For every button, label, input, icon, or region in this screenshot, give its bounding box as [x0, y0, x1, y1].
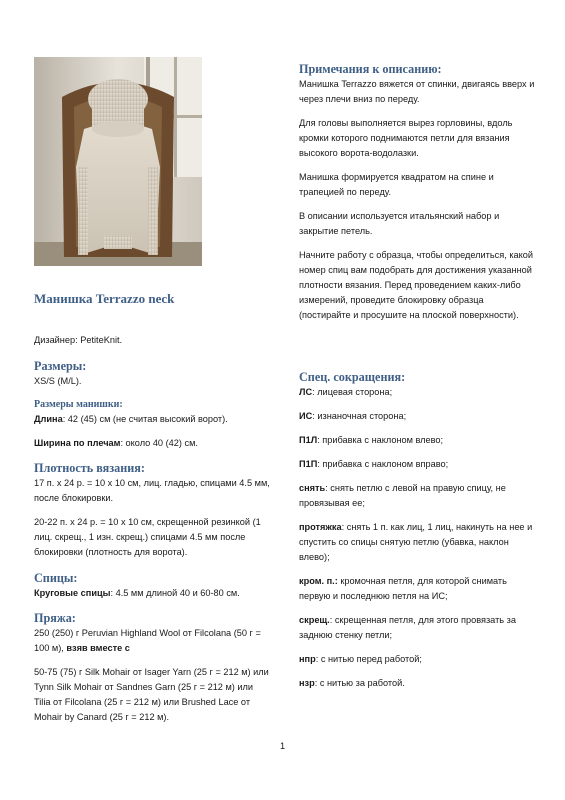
- abbreviation-term: кром. п.:: [299, 576, 338, 586]
- abbreviation-item: [299, 676, 535, 691]
- abbreviation-term: ЛС: [299, 387, 313, 397]
- length-label: Длина: [34, 414, 63, 424]
- yarn-p1-bold: взяв вместе с: [66, 643, 130, 653]
- abbreviation-desc: : с нитью за работой.: [314, 678, 405, 688]
- notes-paragraph: Начните работу с образца, чтобы определиться, какой номер спиц вам подобрать для достижения указанной плотности вязания. Перед проведением каких-либо измерений, проведите блокировку образца (постирайте и просушите на плоской поверхности).: [299, 250, 534, 320]
- sizes-value: XS/S (M/L).: [34, 376, 82, 386]
- gauge-paragraph-2: 20-22 п. х 24 р. = 10 х 10 см, скрещенной резинкой (1 лиц. скрещ., 1 изн. скрещ.) спицами 4.5 мм после блокировки (плотность для ворота).: [34, 517, 261, 557]
- abbreviation-term: протяжка: [299, 522, 342, 532]
- needles-label: Круговые спицы: [34, 588, 111, 598]
- abbreviation-term: нзр: [299, 678, 315, 688]
- abbreviations-heading: Спец. сокращения:: [299, 370, 406, 384]
- gauge-heading: Плотность вязания:: [34, 461, 145, 475]
- garment-photo-image: [34, 57, 202, 266]
- abbreviation-desc: : снять петлю с левой на правую спицу, не провязывая ее;: [299, 483, 506, 508]
- abbreviation-item: [299, 409, 535, 424]
- notes-section: [299, 61, 535, 323]
- pattern-title: Манишка Terrazzo neck: [34, 291, 175, 306]
- abbreviation-item: [299, 457, 535, 472]
- page-number: 1: [279, 741, 286, 751]
- abbreviations-section: [299, 369, 535, 691]
- yarn-p1-text: 250 (250) г Peruvian Highland Wool от Filcolana (50 г = 100 м),: [34, 628, 261, 653]
- designer-credit: Дизайнер: PetiteKnit.: [34, 335, 123, 345]
- yarn-heading: Пряжа:: [34, 611, 76, 625]
- abbreviation-term: ИС: [299, 411, 313, 421]
- shoulder-line: [34, 436, 270, 451]
- needles-heading: Спицы:: [34, 571, 78, 585]
- notes-heading: Примечания к описанию:: [299, 62, 442, 76]
- abbreviation-desc: : прибавка с наклоном вправо;: [317, 459, 449, 469]
- sizes-heading: Размеры:: [34, 359, 87, 373]
- abbreviation-desc: : с нитью перед работой;: [315, 654, 422, 664]
- gauge-section: [34, 460, 270, 560]
- abbreviation-term: снять: [299, 483, 326, 493]
- garment-photo: [34, 57, 202, 266]
- abbreviation-desc: : скрещенная петля, для этого провязать за заднюю стенку петли;: [299, 615, 516, 640]
- abbreviation-item: [299, 433, 535, 448]
- abbreviation-desc: : изнаночная сторона;: [312, 411, 407, 421]
- yarn-paragraph-2: 50-75 (75) г Silk Mohair от Isager Yarn (25 г = 212 м) или Tynn Silk Mohair от Sandnes Garn (25 г = 212 м) или Tilia от Filcolana (25 г = 212 м) или Brushed Lace от Mohair by Canard (25 г = 212 м).: [34, 667, 269, 722]
- shoulder-label: Ширина по плечам: [34, 438, 121, 448]
- needles-section: [34, 570, 270, 601]
- sizes-section: [34, 358, 270, 389]
- abbreviation-item: [299, 385, 535, 400]
- needles-line: [34, 586, 270, 601]
- abbreviation-term: П1Л: [299, 435, 318, 445]
- abbreviation-desc: : прибавка с наклоном влево;: [317, 435, 444, 445]
- shoulder-value: : около 40 (42) см.: [120, 438, 198, 448]
- abbreviation-item: [299, 613, 535, 643]
- abbreviation-item: [299, 481, 535, 511]
- abbreviation-desc: : лицевая сторона;: [312, 387, 393, 397]
- garment-sizes-heading: Размеры манишки:: [34, 399, 123, 410]
- notes-paragraph: Манишка формируется квадратом на спине и трапецией по переду.: [299, 172, 494, 197]
- length-line: [34, 412, 270, 427]
- length-value: : 42 (45) см (не считая высокий ворот).: [62, 414, 228, 424]
- abbreviation-term: П1П: [299, 459, 318, 469]
- abbreviation-desc: : снять 1 п. как лиц, 1 лиц, накинуть на нее и спустить со спицы снятую петлю (убавка, наклон влево);: [299, 522, 533, 562]
- abbreviation-term: нпр: [299, 654, 316, 664]
- abbreviation-term: скрещ.: [299, 615, 330, 625]
- needles-value: : 4.5 мм длиной 40 и 60-80 см.: [110, 588, 240, 598]
- abbreviation-desc: кромочная петля, для которой снимать первую и последнюю петля на ИС;: [299, 576, 507, 601]
- notes-paragraph: В описании используется итальянский набор и закрытие петель.: [299, 211, 500, 236]
- yarn-paragraph-1: [34, 626, 270, 656]
- abbreviation-item: [299, 652, 535, 667]
- abbreviation-item: [299, 520, 535, 565]
- notes-paragraph: Манишка Terrazzo вяжется от спинки, двигаясь вверх и через плечи вниз по переду.: [299, 79, 535, 104]
- notes-paragraph: Для головы выполняется вырез горловины, вдоль кромки которого поднимаются петли для вязания высокого ворота-водолазки.: [299, 118, 513, 158]
- yarn-section: [34, 610, 270, 725]
- gauge-paragraph-1: 17 п. х 24 р. = 10 х 10 см, лиц. гладью, спицами 4.5 мм, после блокировки.: [34, 478, 270, 503]
- abbreviation-item: [299, 574, 535, 604]
- garment-sizes-section: [34, 398, 270, 451]
